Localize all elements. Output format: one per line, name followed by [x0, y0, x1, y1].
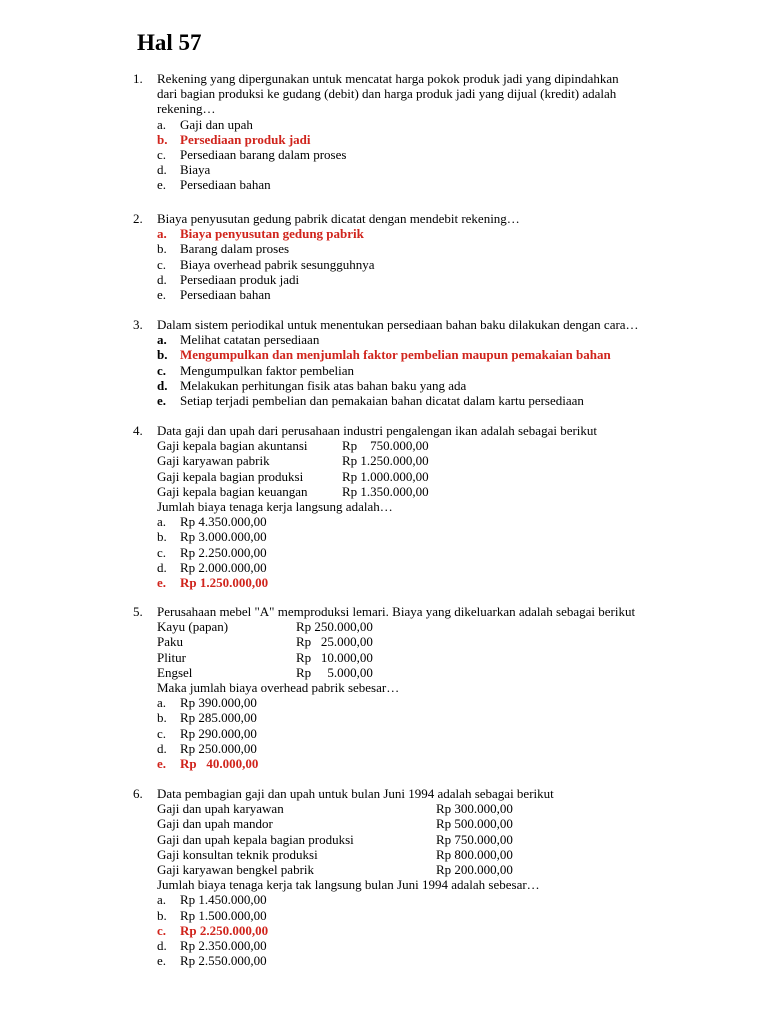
option-b: b. Rp 3.000.000,00 [157, 529, 267, 545]
wage-row: Gaji dan upah kepala bagian produksi Rp 750.000,00 [157, 831, 513, 847]
option-d: d. Persediaan produk jadi [157, 271, 300, 287]
question-number: 5. [133, 604, 143, 619]
wage-row: Gaji karyawan bengkel pabrik Rp 200.000,00 [157, 861, 513, 877]
option-c: c. Persediaan barang dalam proses [157, 146, 347, 162]
question-number: 3. [133, 317, 143, 332]
cost-row: Paku Rp 25.000,00 [157, 634, 373, 650]
question-intro: Data pembagian gaji dan upah untuk bulan Juni 1994 adalah sebagai berikut [157, 786, 554, 801]
salary-row: Gaji karyawan pabrik Rp 1.250.000,00 [157, 453, 429, 469]
option-c: c. Biaya overhead pabrik sesungguhnya [157, 256, 375, 272]
question-number: 4. [133, 423, 143, 438]
option-d: d. Rp 250.000,00 [157, 740, 257, 756]
option-e: e. Persediaan bahan [157, 177, 271, 193]
salary-row: Gaji kepala bagian keuangan Rp 1.350.000,00 [157, 483, 429, 499]
question-intro: Data gaji dan upah dari perusahaan industri pengalengan ikan adalah sebagai berikut [157, 423, 598, 438]
option-a: a. Rp 1.450.000,00 [157, 892, 267, 908]
option-e: e. Rp 2.550.000,00 [157, 953, 267, 969]
question-text: Maka jumlah biaya overhead pabrik sebesar… [157, 679, 400, 695]
option-a: a. Rp 390.000,00 [157, 695, 257, 711]
option-d: d. Biaya [157, 162, 211, 178]
wage-row: Gaji konsultan teknik produksi Rp 800.000,00 [157, 846, 513, 862]
option-a: a. Rp 4.350.000,00 [157, 514, 267, 530]
cost-row: Kayu (papan) Rp 250.000,00 [157, 619, 373, 635]
salary-row: Gaji kepala bagian akuntansi Rp 750.000,00 [157, 438, 429, 454]
question-number: 1. [133, 71, 143, 86]
cost-row: Plitur Rp 10.000,00 [157, 649, 373, 665]
question-number: 6. [133, 786, 143, 801]
question-text: Dalam sistem periodikal untuk menentukan persediaan bahan baku dilakukan dengan cara… [157, 317, 639, 332]
option-a-correct-answer: a. Biaya penyusutan gedung pabrik [157, 226, 364, 242]
option-b: b. Barang dalam proses [157, 241, 290, 257]
option-b-correct-answer: b. Mengumpulkan dan menjumlah faktor pembelian maupun pemakaian bahan [157, 347, 611, 363]
option-b: b. Rp 285.000,00 [157, 710, 257, 726]
question-text: Rekening yang dipergunakan untuk mencatat harga pokok produk jadi yang dipindahkan [157, 71, 619, 86]
option-d: d. Melakukan perhitungan fisik atas bahan baku yang ada [157, 377, 467, 393]
option-a: a. Melihat catatan persediaan [157, 332, 320, 348]
question-text: rekening… [157, 101, 216, 117]
option-c: c. Rp 2.250.000,00 [157, 544, 267, 560]
option-a: a. Gaji dan upah [157, 116, 253, 132]
question-text: dari bagian produksi ke gudang (debit) dan harga produk jadi yang dijual (kredit) adalah [157, 86, 617, 102]
option-e-correct-answer: e. Rp 40.000,00 [157, 755, 259, 771]
option-d: d. Rp 2.350.000,00 [157, 937, 267, 953]
option-c: c. Rp 290.000,00 [157, 725, 257, 741]
question-number: 2. [133, 211, 143, 226]
page-title: Hal 57 [137, 30, 202, 55]
option-b: b. Rp 1.500.000,00 [157, 907, 267, 923]
question-text: Jumlah biaya tenaga kerja langsung adalah… [157, 498, 393, 514]
option-b-correct-answer: b. Persediaan produk jadi [157, 131, 311, 147]
cost-row: Engsel Rp 5.000,00 [157, 664, 373, 680]
option-c-correct-answer: c. Rp 2.250.000,00 [157, 922, 269, 938]
wage-row: Gaji dan upah karyawan Rp 300.000,00 [157, 801, 513, 817]
option-c: c. Mengumpulkan faktor pembelian [157, 362, 355, 378]
wage-row: Gaji dan upah mandor Rp 500.000,00 [157, 816, 513, 832]
option-e: e. Persediaan bahan [157, 286, 271, 302]
question-text: Jumlah biaya tenaga kerja tak langsung bulan Juni 1994 adalah sebesar… [157, 877, 540, 893]
question-text: Biaya penyusutan gedung pabrik dicatat dengan mendebit rekening… [157, 211, 520, 226]
option-e-correct-answer: e. Rp 1.250.000,00 [157, 574, 269, 590]
question-intro: Perusahaan mebel "A" memproduksi lemari. Biaya yang dikeluarkan adalah sebagai berikut [157, 604, 636, 619]
salary-row: Gaji kepala bagian produksi Rp 1.000.000,00 [157, 468, 429, 484]
option-d: d. Rp 2.000.000,00 [157, 559, 267, 575]
option-e: e. Setiap terjadi pembelian dan pemakaian bahan dicatat dalam kartu persediaan [157, 392, 584, 408]
